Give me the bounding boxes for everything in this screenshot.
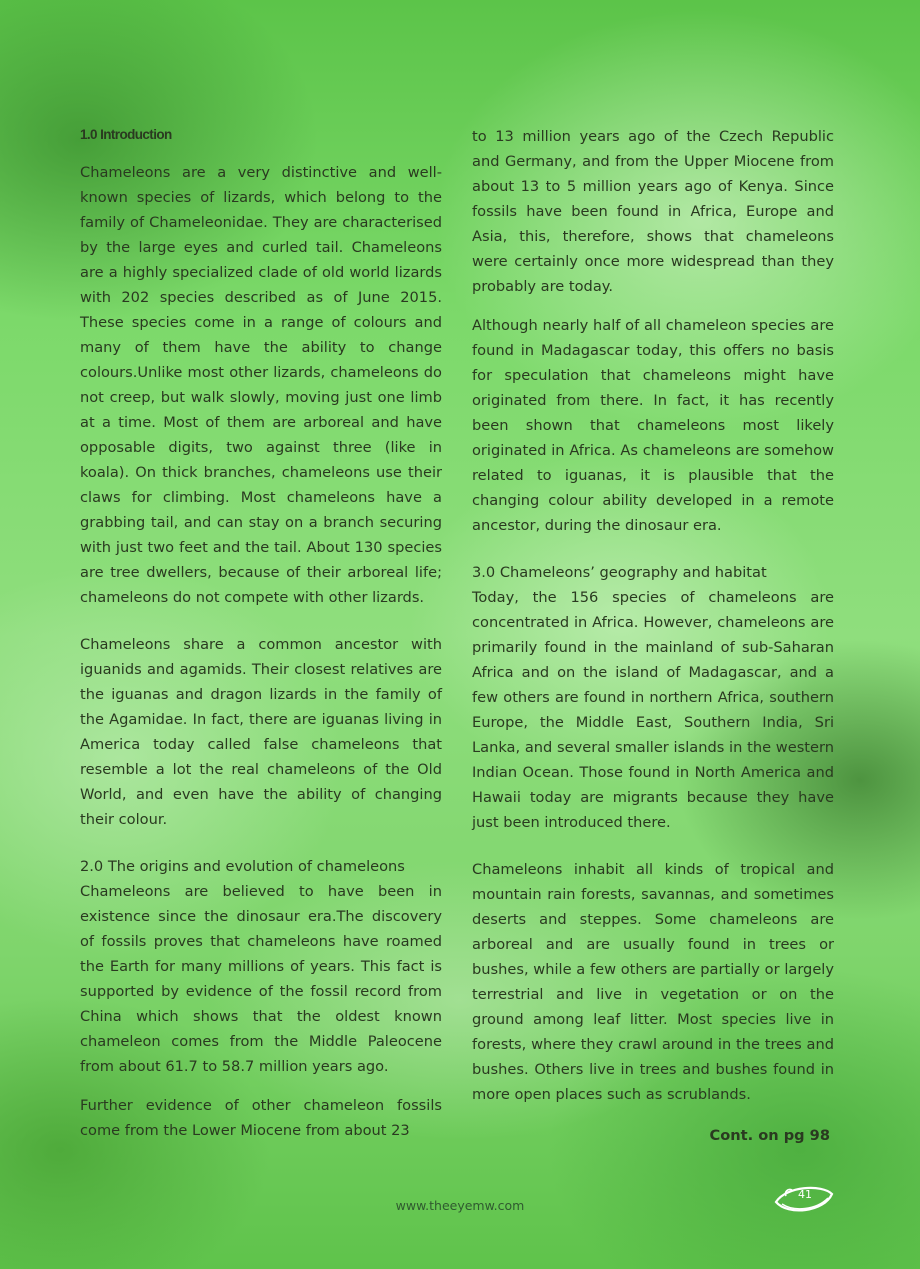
page-number-badge	[772, 1182, 836, 1218]
section-heading-introduction: 1.0 Introduction	[80, 127, 172, 142]
origins-paragraph-2: Further evidence of other chameleon fossils come from the Lower Miocene from about 23	[80, 1097, 442, 1139]
continued-note: Cont. on pg 98	[709, 1127, 830, 1144]
origins-paragraph-3: Although nearly half of all chameleon species are found in Madagascar today, this offers no basis for speculation that chameleons might have originated from there. In fact, it has recently been shown that chameleons most likely originated in Africa. As chameleons are somehow related to iguanas, it is plausible that the changing colour ability developed in a remote ancestor, during the dinosaur era.	[472, 317, 834, 534]
intro-paragraph-1: Chameleons are a very distinctive and well-known species of lizards, which belong to the family of Chameleonidae. They are characterised by the large eyes and curled tail. Chameleons are a highly specialized clade of old world lizards with 202 species described as of June 2015. These species come in a range of colours and many of them have the ability to change colours.Unlike most other lizards, chameleons do not creep, but walk slowly, moving just one limb at a time. Most of them are arboreal and have opposable digits, two against three (like in koala). On thick branches, chameleons use their claws for climbing. Most chameleons have a grabbing tail, and can stay on a branch securing with just two feet and the tail. About 130 species are tree dwellers, because of their arboreal life; chameleons do not compete with other lizards.	[80, 164, 442, 606]
page-number: 41	[798, 1188, 812, 1201]
left-column	[80, 124, 442, 1143]
section-heading-geography: 3.0 Chameleons’ geography and habitat	[472, 564, 767, 581]
origins-paragraph-1: Chameleons are believed to have been in existence since the dinosaur era.The discovery of fossils proves that chameleons have roamed the Earth for many millions of years. This fact is supported by evidence of the fossil record from China which shows that the oldest known chameleon comes from the Middle Paleocene from about 61.7 to 58.7 million years ago.	[80, 883, 442, 1075]
footer-website-url: www.theeyemw.com	[395, 1198, 525, 1213]
intro-paragraph-2: Chameleons share a common ancestor with iguanids and agamids. Their closest relatives are the iguanas and dragon lizards in the family of the Agamidae. In fact, there are iguanas living in America today called false chameleons that resemble a lot the real chameleons of the Old World, and even have the ability of changing their colour.	[80, 636, 442, 828]
origins-paragraph-2-continued: to 13 million years ago of the Czech Republic and Germany, and from the Upper Miocene from about 13 to 5 million years ago of Kenya. Since fossils have been found in Africa, Europe and Asia, this, therefore, shows that chameleons were certainly once more widespread than they probably are today.	[472, 128, 834, 295]
right-column	[472, 124, 834, 1107]
geography-paragraph-1: Today, the 156 species of chameleons are concentrated in Africa. However, chameleons are primarily found in the mainland of sub-Saharan Africa and on the island of Madagascar, and a few others are found in northern Africa, southern Europe, the Middle East, Southern India, Sri Lanka, and several smaller islands in the western Indian Ocean. Those found in North America and Hawaii today are migrants because they have just been introduced there.	[472, 589, 834, 831]
geography-paragraph-2: Chameleons inhabit all kinds of tropical and mountain rain forests, savannas, and sometimes deserts and steppes. Some chameleons are arboreal and are usually found in trees or bushes, while a few others are partially or largely terrestrial and live in vegetation or on the ground among leaf litter. Most species live in forests, where they crawl around in the trees and bushes. Others live in trees and bushes found in more open places such as scrublands.	[472, 861, 834, 1103]
section-heading-origins: 2.0 The origins and evolution of chameleons	[80, 858, 405, 875]
